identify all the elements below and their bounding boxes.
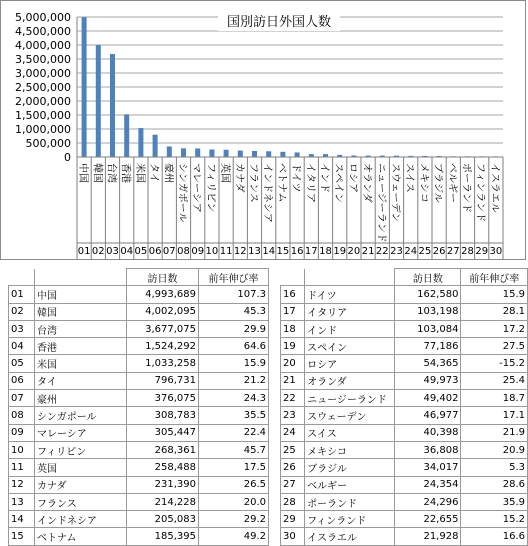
y-tick-label: 1,000,000 [15, 123, 71, 136]
category-number: 01 [77, 246, 91, 257]
row-growth: 64.6 [199, 338, 269, 355]
row-country: スイス [305, 424, 395, 441]
row-growth: 16.6 [461, 528, 528, 545]
row-visits: 40,398 [395, 424, 461, 441]
table-header-row [9, 269, 269, 286]
row-visits: 3,677,075 [127, 320, 199, 337]
row-growth: 29.2 [199, 511, 269, 528]
category-number: 17 [304, 246, 318, 257]
category-number: 11 [219, 246, 233, 257]
table-row [281, 320, 528, 337]
row-number: 27 [281, 476, 305, 493]
row-visits: 24,354 [395, 476, 461, 493]
category-label: シンガポール [176, 163, 188, 223]
row-growth: 20.0 [199, 493, 269, 510]
row-visits: 46,977 [395, 407, 461, 424]
row-visits: 24,296 [395, 493, 461, 510]
category-number: 30 [489, 246, 503, 257]
bar [167, 146, 172, 157]
row-visits: 103,084 [395, 320, 461, 337]
row-number: 10 [9, 441, 35, 458]
row-number: 26 [281, 459, 305, 476]
row-visits: 205,083 [127, 511, 199, 528]
bar [124, 114, 129, 157]
table-right [280, 268, 528, 546]
category-number: 07 [162, 246, 176, 257]
row-growth: 29.9 [199, 320, 269, 337]
row-number: 09 [9, 424, 35, 441]
table-row [9, 424, 269, 441]
header-blank [281, 269, 305, 286]
header-blank [305, 269, 395, 286]
row-number: 20 [281, 355, 305, 372]
category-label: カナダ [233, 163, 245, 193]
row-visits: 162,580 [395, 286, 461, 303]
bar [153, 135, 158, 157]
row-number: 19 [281, 338, 305, 355]
category-label: メキシコ [417, 163, 429, 203]
category-label: イスラエル [488, 163, 500, 213]
bar [195, 148, 200, 157]
row-number: 08 [9, 407, 35, 424]
row-number: 30 [281, 528, 305, 545]
row-country: スペイン [305, 338, 395, 355]
y-tick-label: 3,000,000 [15, 67, 71, 80]
row-country: 豪州 [35, 390, 127, 407]
row-country: 米国 [35, 355, 127, 372]
y-tick-label: 4,000,000 [15, 39, 71, 52]
row-country: 香港 [35, 338, 127, 355]
bar [110, 54, 115, 157]
bar [96, 45, 101, 157]
header-blank [9, 269, 35, 286]
row-country: オランダ [305, 372, 395, 389]
row-number: 23 [281, 407, 305, 424]
row-number: 17 [281, 303, 305, 320]
category-label: ポーランド [460, 163, 472, 213]
row-growth: 25.4 [461, 372, 528, 389]
category-label: 中国 [77, 163, 89, 183]
category-label: フランス [247, 163, 259, 203]
row-country: 台湾 [35, 320, 127, 337]
row-growth: 17.5 [199, 459, 269, 476]
category-label: ベトナム [275, 163, 287, 203]
table-row [9, 407, 269, 424]
category-number: 10 [205, 246, 219, 257]
row-number: 21 [281, 372, 305, 389]
row-number: 07 [9, 390, 35, 407]
row-growth: 5.3 [461, 459, 528, 476]
header-growth: 前年伸び率 [461, 269, 528, 286]
category-label: フィンランド [474, 163, 486, 223]
row-visits: 34,017 [395, 459, 461, 476]
chart-title: 国別訪日外国人数 [226, 15, 332, 30]
table-row [281, 493, 528, 510]
row-growth: 17.1 [461, 407, 528, 424]
category-number: 08 [177, 246, 190, 257]
category-label: 豪州 [162, 163, 174, 183]
table-row [281, 441, 528, 458]
row-visits: 22,655 [395, 511, 461, 528]
table-row [281, 355, 528, 372]
y-tick-label: 3,500,000 [15, 53, 71, 66]
row-country: カナダ [35, 476, 127, 493]
header-visits: 訪日数 [127, 269, 199, 286]
row-growth: 27.5 [461, 338, 528, 355]
row-country: イタリア [305, 303, 395, 320]
header-growth: 前年伸び率 [199, 269, 269, 286]
category-label: ベルギー [446, 163, 458, 203]
row-visits: 4,002,095 [127, 303, 199, 320]
y-tick-label: 0 [64, 151, 71, 164]
row-country: ブラジル [305, 459, 395, 476]
category-label: イタリア [304, 163, 316, 203]
row-number: 05 [9, 355, 35, 372]
category-label: フィリピン [204, 163, 216, 213]
row-growth: 35.5 [199, 407, 269, 424]
table-row [9, 355, 269, 372]
row-visits: 185,395 [127, 528, 199, 545]
row-number: 28 [281, 493, 305, 510]
category-number: 18 [319, 246, 332, 257]
table-row [281, 459, 528, 476]
table-row [9, 441, 269, 458]
y-axis-ticks [15, 11, 71, 164]
bar [138, 128, 143, 157]
row-growth: -15.2 [461, 355, 528, 372]
row-visits: 77,186 [395, 338, 461, 355]
table-row [9, 493, 269, 510]
row-number: 06 [9, 372, 35, 389]
row-visits: 796,731 [127, 372, 199, 389]
category-number: 20 [347, 246, 361, 257]
row-country: ロシア [305, 355, 395, 372]
row-growth: 17.2 [461, 320, 528, 337]
category-number: 12 [233, 246, 247, 257]
bar [224, 150, 229, 157]
row-growth: 21.2 [199, 372, 269, 389]
row-number: 03 [9, 320, 35, 337]
row-number: 04 [9, 338, 35, 355]
table-row [281, 286, 528, 303]
category-number: 02 [91, 246, 105, 257]
category-number: 28 [461, 246, 474, 257]
table-row [9, 511, 269, 528]
category-number: 14 [262, 246, 276, 257]
row-country: 韓国 [35, 303, 127, 320]
table-row [281, 528, 528, 545]
header-visits: 訪日数 [395, 269, 461, 286]
table-row [281, 390, 528, 407]
category-label: スウェーデン [389, 163, 401, 223]
table-row [281, 407, 528, 424]
category-number: 29 [475, 246, 489, 257]
category-number: 23 [390, 246, 403, 257]
category-number: 24 [404, 246, 418, 257]
row-visits: 258,488 [127, 459, 199, 476]
table-row [9, 338, 269, 355]
table-row [281, 511, 528, 528]
category-label: ドイツ [290, 163, 302, 193]
chart-area [0, 0, 526, 260]
row-number: 18 [281, 320, 305, 337]
category-number: 05 [134, 246, 148, 257]
row-country: ニュージーランド [305, 390, 395, 407]
category-label: 韓国 [91, 163, 103, 183]
table-header-row [281, 269, 528, 286]
row-visits: 103,198 [395, 303, 461, 320]
y-tick-label: 2,500,000 [15, 81, 71, 94]
bar [266, 151, 271, 157]
row-country: フィリピン [35, 441, 127, 458]
row-growth: 107.3 [199, 286, 269, 303]
y-tick-label: 4,500,000 [15, 25, 71, 38]
category-number: 15 [276, 246, 290, 257]
row-visits: 49,402 [395, 390, 461, 407]
row-visits: 1,524,292 [127, 338, 199, 355]
bar [209, 149, 214, 157]
row-country: ベルギー [305, 476, 395, 493]
category-number: 27 [446, 246, 460, 257]
row-number: 16 [281, 286, 305, 303]
row-number: 13 [9, 493, 35, 510]
row-visits: 376,075 [127, 390, 199, 407]
category-label: 英国 [219, 163, 231, 183]
category-label: インドネシア [261, 163, 273, 223]
table-row [9, 390, 269, 407]
row-country: タイ [35, 372, 127, 389]
category-label: ブラジル [432, 163, 444, 203]
table-row [9, 286, 269, 303]
category-number: 22 [375, 246, 389, 257]
row-number: 12 [9, 476, 35, 493]
category-labels [77, 163, 501, 243]
row-country: ドイツ [305, 286, 395, 303]
row-country: 英国 [35, 459, 127, 476]
row-visits: 36,808 [395, 441, 461, 458]
row-country: シンガポール [35, 407, 127, 424]
row-number: 01 [9, 286, 35, 303]
y-tick-label: 5,000,000 [15, 11, 71, 24]
row-growth: 18.7 [461, 390, 528, 407]
row-number: 25 [281, 441, 305, 458]
category-label: タイ [148, 163, 160, 183]
bar [181, 148, 186, 157]
row-growth: 45.3 [199, 303, 269, 320]
bar [295, 152, 300, 157]
row-growth: 24.3 [199, 390, 269, 407]
row-growth: 21.9 [461, 424, 528, 441]
category-label: 香港 [119, 163, 131, 183]
row-visits: 268,361 [127, 441, 199, 458]
row-visits: 214,228 [127, 493, 199, 510]
y-tick-label: 500,000 [25, 137, 71, 150]
row-country: 中国 [35, 286, 127, 303]
category-number: 21 [361, 246, 375, 257]
category-number: 04 [120, 246, 134, 257]
row-country: ポーランド [305, 493, 395, 510]
category-label: インド [318, 163, 330, 193]
row-country: インド [305, 320, 395, 337]
row-visits: 1,033,258 [127, 355, 199, 372]
row-growth: 15.2 [461, 511, 528, 528]
row-country: フランス [35, 493, 127, 510]
row-country: イスラエル [305, 528, 395, 545]
row-visits: 4,993,689 [127, 286, 199, 303]
table-row [9, 303, 269, 320]
row-number: 11 [9, 459, 35, 476]
bar-chart [1, 1, 527, 261]
row-growth: 35.9 [461, 493, 528, 510]
row-visits: 21,928 [395, 528, 461, 545]
row-visits: 231,390 [127, 476, 199, 493]
row-number: 14 [9, 511, 35, 528]
row-country: インドネシア [35, 511, 127, 528]
row-country: マレーシア [35, 424, 127, 441]
category-label: 台湾 [105, 163, 117, 183]
row-country: フィンランド [305, 511, 395, 528]
category-label: 米国 [133, 163, 145, 183]
category-label: ロシア [346, 163, 358, 193]
table-row [9, 372, 269, 389]
header-blank [35, 269, 127, 286]
category-number: 06 [148, 246, 162, 257]
category-number: 16 [290, 246, 304, 257]
category-label: ニュージーランド [375, 163, 387, 243]
row-number: 22 [281, 390, 305, 407]
row-growth: 15.9 [199, 355, 269, 372]
row-growth: 28.1 [461, 303, 528, 320]
category-label: オランダ [361, 163, 373, 203]
table-row [9, 476, 269, 493]
category-number: 19 [333, 246, 347, 257]
row-growth: 28.6 [461, 476, 528, 493]
table-row [281, 476, 528, 493]
category-number: 25 [418, 246, 432, 257]
row-number: 24 [281, 424, 305, 441]
row-growth: 22.4 [199, 424, 269, 441]
category-label: スペイン [332, 163, 344, 203]
bar [280, 152, 285, 157]
table-row [9, 320, 269, 337]
category-number: 26 [432, 246, 446, 257]
table-row [9, 459, 269, 476]
bar [252, 151, 257, 157]
row-number: 29 [281, 511, 305, 528]
row-visits: 305,447 [127, 424, 199, 441]
row-number: 15 [9, 528, 35, 545]
row-country: メキシコ [305, 441, 395, 458]
bar [238, 151, 243, 157]
category-number: 13 [248, 246, 261, 257]
table-row [281, 303, 528, 320]
y-tick-label: 1,500,000 [15, 109, 71, 122]
row-number: 02 [9, 303, 35, 320]
category-label: マレーシア [190, 163, 202, 213]
category-number: 03 [106, 246, 119, 257]
row-growth: 26.5 [199, 476, 269, 493]
table-row [281, 372, 528, 389]
row-country: スウェーデン [305, 407, 395, 424]
table-row [9, 528, 269, 545]
category-label: スイス [403, 163, 415, 193]
category-number: 09 [191, 246, 205, 257]
table-row [281, 424, 528, 441]
row-growth: 20.9 [461, 441, 528, 458]
table-left [8, 268, 269, 546]
row-growth: 45.7 [199, 441, 269, 458]
row-growth: 49.2 [199, 528, 269, 545]
row-visits: 308,783 [127, 407, 199, 424]
y-tick-label: 2,000,000 [15, 95, 71, 108]
row-country: ベトナム [35, 528, 127, 545]
row-growth: 15.9 [461, 286, 528, 303]
bar [82, 17, 87, 157]
row-visits: 49,973 [395, 372, 461, 389]
table-row [281, 338, 528, 355]
row-visits: 54,365 [395, 355, 461, 372]
